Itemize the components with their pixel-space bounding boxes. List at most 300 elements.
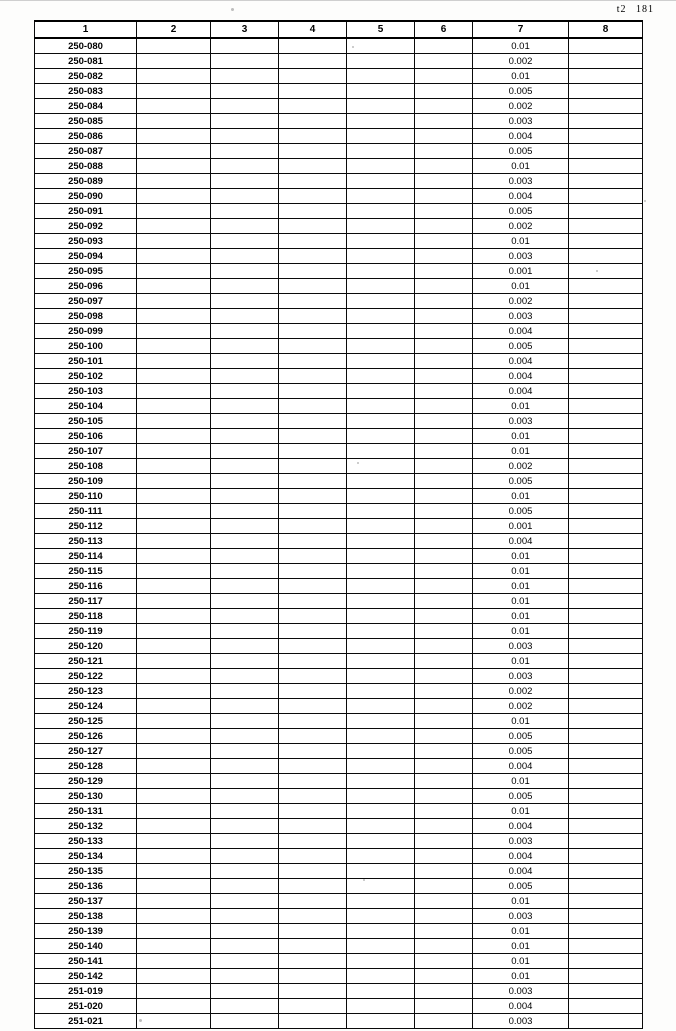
- table-cell-col2: [137, 654, 211, 669]
- table-cell-col8: [569, 294, 643, 309]
- column-header-5: 5: [347, 21, 415, 38]
- table-cell-col5: [347, 189, 415, 204]
- table-row: [35, 894, 643, 909]
- table-cell-col4: [279, 444, 347, 459]
- table-cell-col2: [137, 714, 211, 729]
- table-cell-col8: [569, 984, 643, 999]
- table-cell-col4: [279, 864, 347, 879]
- scan-speck: [352, 46, 354, 48]
- table-cell-col5: [347, 144, 415, 159]
- table-cell-col6: [415, 804, 473, 819]
- table-cell-col6: [415, 324, 473, 339]
- table-cell-col8: [569, 969, 643, 984]
- table-cell-col4: [279, 849, 347, 864]
- table-cell-col6: [415, 144, 473, 159]
- table-cell-col5: [347, 624, 415, 639]
- table-row: [35, 219, 643, 234]
- table-cell-col8: [569, 429, 643, 444]
- table-cell-col2: [137, 804, 211, 819]
- table-cell-col7: 0.01: [473, 774, 569, 789]
- table-cell-col6: [415, 69, 473, 84]
- table-cell-col8: [569, 504, 643, 519]
- table-cell-col5: [347, 759, 415, 774]
- table-cell-col1: 250-116: [35, 579, 137, 594]
- table-cell-col6: [415, 879, 473, 894]
- table-cell-col8: [569, 999, 643, 1014]
- table-cell-col2: [137, 159, 211, 174]
- table-cell-col6: [415, 38, 473, 54]
- table-cell-col7: 0.01: [473, 399, 569, 414]
- table-cell-col4: [279, 699, 347, 714]
- table-cell-col3: [211, 549, 279, 564]
- table-cell-col7: 0.01: [473, 429, 569, 444]
- table-cell-col5: [347, 249, 415, 264]
- table-cell-col7: 0.003: [473, 414, 569, 429]
- table-cell-col6: [415, 534, 473, 549]
- table-cell-col2: [137, 834, 211, 849]
- table-cell-col8: [569, 564, 643, 579]
- table-cell-col3: [211, 909, 279, 924]
- table-cell-col1: 250-112: [35, 519, 137, 534]
- table-cell-col7: 0.01: [473, 159, 569, 174]
- table-cell-col2: [137, 69, 211, 84]
- table-row: [35, 384, 643, 399]
- table-row: [35, 1014, 643, 1029]
- table-cell-col2: [137, 384, 211, 399]
- table-cell-col3: [211, 369, 279, 384]
- table-cell-col3: [211, 99, 279, 114]
- table-cell-col5: [347, 84, 415, 99]
- table-cell-col4: [279, 594, 347, 609]
- table-cell-col5: [347, 549, 415, 564]
- table-cell-col7: 0.01: [473, 279, 569, 294]
- table-cell-col3: [211, 864, 279, 879]
- table-cell-col4: [279, 639, 347, 654]
- table-cell-col5: [347, 219, 415, 234]
- table-cell-col3: [211, 774, 279, 789]
- table-cell-col4: [279, 564, 347, 579]
- table-row: [35, 234, 643, 249]
- table-cell-col7: 0.003: [473, 114, 569, 129]
- table-cell-col5: [347, 429, 415, 444]
- table-cell-col4: [279, 84, 347, 99]
- table-cell-col5: [347, 864, 415, 879]
- page-header: [617, 4, 654, 15]
- table-row: [35, 444, 643, 459]
- table-row: [35, 609, 643, 624]
- table-cell-col5: [347, 849, 415, 864]
- table-cell-col8: [569, 879, 643, 894]
- table-cell-col7: 0.003: [473, 249, 569, 264]
- table-cell-col3: [211, 669, 279, 684]
- table-cell-col3: [211, 999, 279, 1014]
- table-row: [35, 534, 643, 549]
- scan-speck: [357, 462, 359, 464]
- table-cell-col3: [211, 684, 279, 699]
- table-cell-col4: [279, 399, 347, 414]
- table-cell-col3: [211, 504, 279, 519]
- table-cell-col1: 250-099: [35, 324, 137, 339]
- table-cell-col1: 250-098: [35, 309, 137, 324]
- table-row: [35, 189, 643, 204]
- table-cell-col2: [137, 999, 211, 1014]
- table-cell-col5: [347, 129, 415, 144]
- table-cell-col1: 250-125: [35, 714, 137, 729]
- table-cell-col6: [415, 909, 473, 924]
- table-cell-col3: [211, 489, 279, 504]
- table-cell-col8: [569, 159, 643, 174]
- table-row: [35, 699, 643, 714]
- table-cell-col8: [569, 144, 643, 159]
- table-cell-col4: [279, 354, 347, 369]
- table-row: [35, 309, 643, 324]
- table-cell-col8: [569, 909, 643, 924]
- table-cell-col3: [211, 234, 279, 249]
- table-row: [35, 759, 643, 774]
- table-cell-col6: [415, 549, 473, 564]
- table-cell-col7: 0.01: [473, 954, 569, 969]
- table-cell-col1: 250-090: [35, 189, 137, 204]
- table-cell-col2: [137, 984, 211, 999]
- table-row: [35, 204, 643, 219]
- table-cell-col7: 0.003: [473, 984, 569, 999]
- table-cell-col5: [347, 159, 415, 174]
- table-cell-col3: [211, 789, 279, 804]
- table-cell-col6: [415, 444, 473, 459]
- table-row: [35, 654, 643, 669]
- table-cell-col8: [569, 834, 643, 849]
- table-cell-col2: [137, 219, 211, 234]
- table-cell-col8: [569, 459, 643, 474]
- table-cell-col1: 250-131: [35, 804, 137, 819]
- table-row: [35, 849, 643, 864]
- table-row: [35, 939, 643, 954]
- table-cell-col2: [137, 729, 211, 744]
- table-cell-col2: [137, 309, 211, 324]
- table-cell-col5: [347, 729, 415, 744]
- table-cell-col4: [279, 669, 347, 684]
- table-cell-col2: [137, 894, 211, 909]
- table-body: [35, 38, 643, 1029]
- table-cell-col8: [569, 54, 643, 69]
- table-cell-col8: [569, 369, 643, 384]
- table-cell-col4: [279, 294, 347, 309]
- table-cell-col3: [211, 954, 279, 969]
- table-cell-col7: 0.01: [473, 624, 569, 639]
- table-cell-col6: [415, 654, 473, 669]
- table-cell-col8: [569, 744, 643, 759]
- table-cell-col5: [347, 504, 415, 519]
- table-cell-col1: 250-137: [35, 894, 137, 909]
- table-cell-col8: [569, 774, 643, 789]
- table-cell-col3: [211, 384, 279, 399]
- table-row: [35, 249, 643, 264]
- table-cell-col2: [137, 114, 211, 129]
- table-cell-col1: 250-104: [35, 399, 137, 414]
- table-cell-col1: 250-094: [35, 249, 137, 264]
- table-cell-col1: 250-083: [35, 84, 137, 99]
- table-cell-col2: [137, 609, 211, 624]
- table-cell-col7: 0.005: [473, 744, 569, 759]
- table-cell-col5: [347, 834, 415, 849]
- table-cell-col1: 250-101: [35, 354, 137, 369]
- table-cell-col5: [347, 579, 415, 594]
- page-number: 181: [636, 4, 654, 15]
- table-cell-col7: 0.001: [473, 264, 569, 279]
- table-cell-col4: [279, 879, 347, 894]
- table-cell-col7: 0.01: [473, 609, 569, 624]
- table-cell-col1: 250-109: [35, 474, 137, 489]
- table-cell-col2: [137, 249, 211, 264]
- table-row: [35, 144, 643, 159]
- table-cell-col8: [569, 624, 643, 639]
- table-cell-col6: [415, 174, 473, 189]
- table-cell-col5: [347, 369, 415, 384]
- table-cell-col8: [569, 309, 643, 324]
- table-cell-col4: [279, 1014, 347, 1029]
- table-row: [35, 804, 643, 819]
- table-cell-col5: [347, 564, 415, 579]
- table-cell-col7: 0.01: [473, 38, 569, 54]
- table-cell-col3: [211, 54, 279, 69]
- table-cell-col7: 0.005: [473, 144, 569, 159]
- table-cell-col2: [137, 684, 211, 699]
- table-cell-col6: [415, 624, 473, 639]
- table-cell-col1: 250-106: [35, 429, 137, 444]
- table-cell-col6: [415, 249, 473, 264]
- table-cell-col4: [279, 834, 347, 849]
- scan-edge-line: [0, 0, 676, 1]
- table-cell-col8: [569, 279, 643, 294]
- table-cell-col6: [415, 129, 473, 144]
- table-row: [35, 114, 643, 129]
- table-cell-col6: [415, 639, 473, 654]
- table-cell-col5: [347, 414, 415, 429]
- table-cell-col1: 250-122: [35, 669, 137, 684]
- table-row: [35, 924, 643, 939]
- table-cell-col6: [415, 429, 473, 444]
- table-cell-col4: [279, 429, 347, 444]
- table-cell-col7: 0.005: [473, 729, 569, 744]
- table-cell-col2: [137, 1014, 211, 1029]
- table-cell-col4: [279, 894, 347, 909]
- table-row: [35, 954, 643, 969]
- table-cell-col2: [137, 624, 211, 639]
- table-cell-col5: [347, 789, 415, 804]
- table-cell-col3: [211, 399, 279, 414]
- table-cell-col2: [137, 744, 211, 759]
- table-cell-col2: [137, 939, 211, 954]
- table-cell-col3: [211, 219, 279, 234]
- table-cell-col4: [279, 384, 347, 399]
- table-cell-col4: [279, 54, 347, 69]
- table-cell-col3: [211, 444, 279, 459]
- table-cell-col6: [415, 264, 473, 279]
- table-cell-col8: [569, 189, 643, 204]
- table-cell-col4: [279, 954, 347, 969]
- scan-speck: [644, 200, 646, 202]
- column-header-6: 6: [415, 21, 473, 38]
- table-cell-col4: [279, 129, 347, 144]
- table-cell-col2: [137, 99, 211, 114]
- table-cell-col1: 250-081: [35, 54, 137, 69]
- table-cell-col8: [569, 249, 643, 264]
- table-cell-col8: [569, 609, 643, 624]
- table-cell-col4: [279, 969, 347, 984]
- table-cell-col4: [279, 474, 347, 489]
- table-row: [35, 549, 643, 564]
- table-cell-col2: [137, 429, 211, 444]
- table-cell-col3: [211, 849, 279, 864]
- table-cell-col5: [347, 279, 415, 294]
- table-cell-col5: [347, 714, 415, 729]
- table-cell-col8: [569, 789, 643, 804]
- table-cell-col1: 250-092: [35, 219, 137, 234]
- table-cell-col6: [415, 159, 473, 174]
- table-cell-col4: [279, 69, 347, 84]
- table-cell-col6: [415, 699, 473, 714]
- table-cell-col6: [415, 864, 473, 879]
- table-cell-col5: [347, 969, 415, 984]
- table-cell-col6: [415, 729, 473, 744]
- table-cell-col7: 0.004: [473, 999, 569, 1014]
- table-cell-col7: 0.002: [473, 294, 569, 309]
- table-cell-col3: [211, 819, 279, 834]
- table-cell-col1: 250-129: [35, 774, 137, 789]
- table-cell-col2: [137, 129, 211, 144]
- table-cell-col3: [211, 879, 279, 894]
- table-cell-col7: 0.004: [473, 819, 569, 834]
- table-cell-col1: 251-021: [35, 1014, 137, 1029]
- table-cell-col5: [347, 234, 415, 249]
- table-cell-col5: [347, 294, 415, 309]
- table-cell-col6: [415, 744, 473, 759]
- table-cell-col8: [569, 684, 643, 699]
- table-cell-col7: 0.005: [473, 879, 569, 894]
- table-row: [35, 669, 643, 684]
- table-cell-col8: [569, 864, 643, 879]
- table-cell-col4: [279, 804, 347, 819]
- table-row: [35, 474, 643, 489]
- table-cell-col2: [137, 699, 211, 714]
- table-cell-col3: [211, 594, 279, 609]
- table-row: [35, 399, 643, 414]
- table-cell-col8: [569, 534, 643, 549]
- table-cell-col1: 250-084: [35, 99, 137, 114]
- table-cell-col3: [211, 969, 279, 984]
- table-cell-col2: [137, 204, 211, 219]
- table-cell-col6: [415, 594, 473, 609]
- table-row: [35, 834, 643, 849]
- table-cell-col1: 250-140: [35, 939, 137, 954]
- table-cell-col4: [279, 624, 347, 639]
- table-cell-col4: [279, 324, 347, 339]
- table-cell-col1: 250-138: [35, 909, 137, 924]
- table-cell-col2: [137, 909, 211, 924]
- table-cell-col4: [279, 654, 347, 669]
- table-cell-col7: 0.004: [473, 354, 569, 369]
- table-cell-col7: 0.005: [473, 84, 569, 99]
- table-cell-col2: [137, 759, 211, 774]
- table-cell-col1: 250-130: [35, 789, 137, 804]
- table-cell-col8: [569, 594, 643, 609]
- table-cell-col8: [569, 714, 643, 729]
- table-row: [35, 819, 643, 834]
- table-cell-col5: [347, 894, 415, 909]
- table-row: [35, 339, 643, 354]
- column-header-2: 2: [137, 21, 211, 38]
- table-cell-col3: [211, 654, 279, 669]
- table-cell-col8: [569, 579, 643, 594]
- table-cell-col8: [569, 414, 643, 429]
- table-cell-col2: [137, 669, 211, 684]
- table-cell-col3: [211, 189, 279, 204]
- table-cell-col5: [347, 339, 415, 354]
- table-cell-col4: [279, 984, 347, 999]
- table-row: [35, 369, 643, 384]
- table-row: [35, 864, 643, 879]
- table-cell-col7: 0.002: [473, 54, 569, 69]
- table-cell-col4: [279, 534, 347, 549]
- table-row: [35, 264, 643, 279]
- table-cell-col5: [347, 69, 415, 84]
- column-header-7: 7: [473, 21, 569, 38]
- table-cell-col7: 0.003: [473, 309, 569, 324]
- table-cell-col7: 0.004: [473, 849, 569, 864]
- table-cell-col1: 250-127: [35, 744, 137, 759]
- table-cell-col6: [415, 984, 473, 999]
- table-cell-col8: [569, 38, 643, 54]
- table-row: [35, 879, 643, 894]
- table-cell-col7: 0.01: [473, 924, 569, 939]
- table-row: [35, 99, 643, 114]
- table-cell-col5: [347, 684, 415, 699]
- table-cell-col4: [279, 489, 347, 504]
- table-cell-col6: [415, 279, 473, 294]
- table-cell-col7: 0.003: [473, 174, 569, 189]
- table-cell-col8: [569, 894, 643, 909]
- table-cell-col8: [569, 219, 643, 234]
- table-cell-col5: [347, 324, 415, 339]
- table-cell-col3: [211, 294, 279, 309]
- table-cell-col5: [347, 654, 415, 669]
- table-cell-col8: [569, 1014, 643, 1029]
- table-cell-col7: 0.002: [473, 699, 569, 714]
- table-cell-col5: [347, 114, 415, 129]
- table-cell-col1: 250-120: [35, 639, 137, 654]
- table-cell-col7: 0.004: [473, 369, 569, 384]
- table-cell-col7: 0.01: [473, 804, 569, 819]
- table-cell-col2: [137, 399, 211, 414]
- table-cell-col7: 0.004: [473, 534, 569, 549]
- table-cell-col2: [137, 84, 211, 99]
- table-row: [35, 579, 643, 594]
- table-row: [35, 984, 643, 999]
- table-cell-col1: 250-133: [35, 834, 137, 849]
- table-cell-col3: [211, 609, 279, 624]
- table-cell-col8: [569, 264, 643, 279]
- table-row: [35, 294, 643, 309]
- table-cell-col6: [415, 759, 473, 774]
- table-cell-col4: [279, 459, 347, 474]
- table-cell-col1: 250-097: [35, 294, 137, 309]
- table-cell-col8: [569, 954, 643, 969]
- table-cell-col5: [347, 174, 415, 189]
- table-cell-col1: 250-088: [35, 159, 137, 174]
- table-cell-col7: 0.01: [473, 489, 569, 504]
- table-cell-col2: [137, 594, 211, 609]
- table-cell-col7: 0.01: [473, 234, 569, 249]
